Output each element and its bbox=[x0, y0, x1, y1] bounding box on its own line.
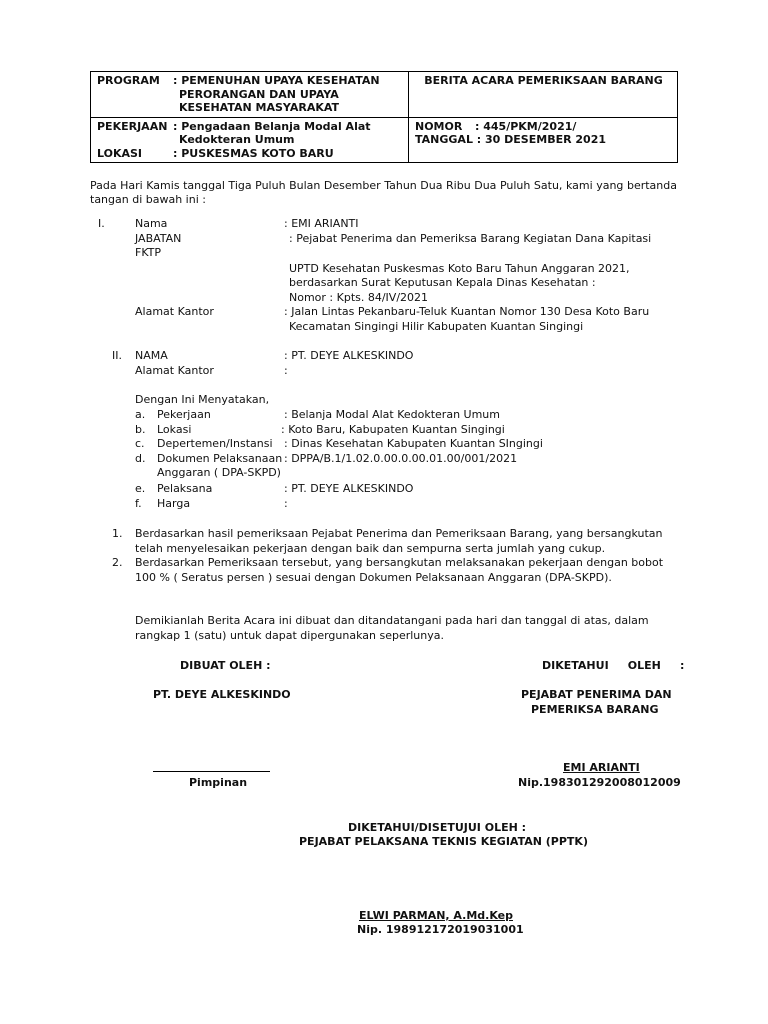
party1-alamat-value-2: Kecamatan Singingi Hilir Kabupaten Kuantan Singingi bbox=[289, 320, 584, 333]
statement-letter: b. bbox=[135, 423, 146, 436]
doc-title: BERITA ACARA PEMERIKSAAN BARANG bbox=[424, 74, 663, 87]
point-number: 2. bbox=[112, 556, 123, 569]
known-by-heading: DIKETAHUI OLEH : bbox=[542, 659, 685, 672]
statement-label: Dokumen Pelaksanaan bbox=[157, 452, 283, 465]
point-line1: Berdasarkan Pemeriksaan tersebut, yang bersangkutan melaksanakan pekerjaan dengan bobot bbox=[135, 556, 664, 569]
signature-line bbox=[153, 771, 270, 772]
party2-alamat-value: : bbox=[284, 364, 288, 377]
point-line2: 100 % ( Seratus persen ) sesuai dengan Dokumen Pelaksanaan Anggaran (DPA-SKPD). bbox=[135, 571, 612, 584]
party1-jabatan-line3: berdasarkan Surat Keputusan Kepala Dinas Kesehatan : bbox=[289, 276, 596, 289]
point-line1: Berdasarkan hasil pemeriksaan Pejabat Penerima dan Pemeriksaan Barang, yang bersangkutan bbox=[135, 527, 663, 540]
point-line2: telah menyelesaikan pekerjaan dengan baik dan sempurna serta jumlah yang cukup. bbox=[135, 542, 606, 555]
program-cell bbox=[91, 72, 409, 118]
pekerjaan-value: : Pengadaan Belanja Modal Alat bbox=[173, 119, 371, 133]
tanggal-label: TANGGAL bbox=[415, 133, 473, 146]
party1-nama-label: Nama bbox=[135, 217, 168, 230]
approval-heading-1: DIKETAHUI/DISETUJUI OLEH : bbox=[348, 821, 527, 834]
nomor-label: NOMOR bbox=[415, 119, 463, 133]
party1-jabatan-line2: UPTD Kesehatan Puskesmas Koto Baru Tahun Anggaran 2021, bbox=[289, 262, 630, 275]
statement-heading: Dengan Ini Menyatakan, bbox=[135, 393, 270, 406]
statement-letter: d. bbox=[135, 452, 146, 465]
party1-nama-value: : EMI ARIANTI bbox=[284, 217, 359, 230]
statement-letter: f. bbox=[135, 497, 142, 510]
pekerjaan-cell bbox=[91, 117, 409, 163]
statement-value: : Koto Baru, Kabupaten Kuantan Singingi bbox=[281, 423, 505, 436]
statement-label: Pelaksana bbox=[157, 482, 213, 495]
statement-value: : Dinas Kesehatan Kabupaten Kuantan SIngingi bbox=[284, 437, 543, 450]
statement-value: : bbox=[284, 497, 288, 510]
tanggal-value: : 30 DESEMBER 2021 bbox=[476, 133, 607, 146]
closing-line2: rangkap 1 (satu) untuk dapat dipergunakan seperlunya. bbox=[135, 629, 444, 642]
program-value-3: KESEHATAN MASYARAKAT bbox=[179, 101, 340, 114]
program-value: : PEMENUHAN UPAYA KESEHATAN bbox=[173, 74, 380, 87]
party2-nama-label: NAMA bbox=[135, 349, 168, 362]
program-label: PROGRAM bbox=[97, 74, 160, 87]
party1-jabatan-value: : Pejabat Penerima dan Pemeriksa Barang Kegiatan Dana Kapitasi bbox=[289, 232, 652, 245]
statement-letter: e. bbox=[135, 482, 146, 495]
party1-jabatan-wrap: FKTP bbox=[135, 246, 162, 259]
party1-number: I. bbox=[98, 217, 105, 230]
point-number: 1. bbox=[112, 527, 123, 540]
statement-label: Lokasi bbox=[157, 423, 192, 436]
intro-paragraph: Pada Hari Kamis tanggal Tiga Puluh Bulan Desember Tahun Dua Ribu Dua Puluh Satu, kami yang bertanda tangan di bawah ini : bbox=[90, 179, 677, 206]
right-signatory-name: EMI ARIANTI bbox=[563, 761, 640, 774]
right-title-2: PEMERIKSA BARANG bbox=[531, 703, 659, 716]
left-role: Pimpinan bbox=[189, 776, 248, 789]
left-company: PT. DEYE ALKESKINDO bbox=[153, 688, 291, 701]
statement-label: Harga bbox=[157, 497, 191, 510]
party1-jabatan-line4: Nomor : Kpts. 84/IV/2021 bbox=[289, 291, 429, 304]
party1-alamat-value: : Jalan Lintas Pekanbaru-Teluk Kuantan Nomor 130 Desa Koto Baru bbox=[284, 305, 650, 318]
party2-nama-value: : PT. DEYE ALKESKINDO bbox=[284, 349, 414, 362]
right-title-1: PEJABAT PENERIMA DAN bbox=[521, 688, 672, 701]
statement-value: : Belanja Modal Alat Kedokteran Umum bbox=[284, 408, 500, 421]
header-table bbox=[90, 71, 678, 163]
nomor-cell bbox=[409, 117, 678, 163]
lokasi-label: LOKASI bbox=[97, 146, 143, 160]
right-nip: Nip.198301292008012009 bbox=[518, 776, 681, 789]
lokasi-value: : PUSKESMAS KOTO BARU bbox=[173, 146, 334, 160]
statement-label: Depertemen/Instansi bbox=[157, 437, 273, 450]
nomor-value: : 445/PKM/2021/ bbox=[475, 119, 577, 133]
bottom-nip: Nip. 198912172019031001 bbox=[357, 923, 524, 936]
statement-letter: a. bbox=[135, 408, 146, 421]
party2-alamat-label: Alamat Kantor bbox=[135, 364, 214, 377]
party1-alamat-label: Alamat Kantor bbox=[135, 305, 214, 318]
pekerjaan-label: PEKERJAAN bbox=[97, 119, 168, 133]
approval-heading-2: PEJABAT PELAKSANA TEKNIS KEGIATAN (PPTK) bbox=[299, 835, 588, 848]
made-by-heading: DIBUAT OLEH : bbox=[180, 659, 271, 672]
party1-jabatan-label: JABATAN bbox=[135, 232, 182, 245]
doc-title-cell bbox=[409, 72, 678, 118]
statement-value: : PT. DEYE ALKESKINDO bbox=[284, 482, 414, 495]
statement-d-wrap: Anggaran ( DPA-SKPD) bbox=[157, 466, 281, 479]
party2-number: II. bbox=[112, 349, 122, 362]
bottom-signatory-name: ELWI PARMAN, A.Md.Kep bbox=[359, 909, 513, 922]
statement-label: Pekerjaan bbox=[157, 408, 211, 421]
statement-value: : DPPA/B.1/1.02.0.00.0.00.01.00/001/2021 bbox=[284, 452, 518, 465]
statement-letter: c. bbox=[135, 437, 145, 450]
closing-line1: Demikianlah Berita Acara ini dibuat dan ditandatangani pada hari dan tanggal di atas, dalam bbox=[135, 614, 649, 627]
pekerjaan-value-2: Kedokteran Umum bbox=[179, 133, 295, 146]
program-value-2: PERORANGAN DAN UPAYA bbox=[179, 87, 339, 101]
